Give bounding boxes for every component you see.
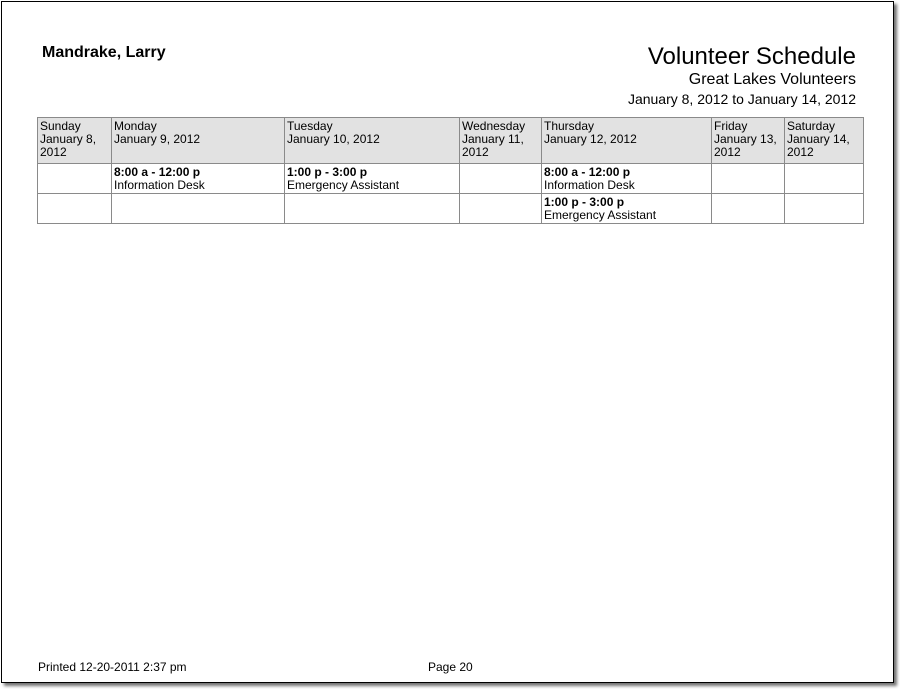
schedule-table bbox=[37, 117, 864, 224]
schedule-cell-thursday bbox=[542, 194, 712, 224]
schedule-cell-wednesday bbox=[460, 194, 542, 224]
shift-time: 8:00 a - 12:00 p bbox=[114, 165, 201, 179]
schedule-cell-saturday bbox=[785, 194, 864, 224]
shift-time: 1:00 p - 3:00 p bbox=[287, 165, 368, 179]
report-title: Volunteer Schedule bbox=[647, 43, 856, 70]
shift-role: Information Desk bbox=[544, 178, 635, 192]
day-header-thursday: Thursday January 12, 2012 bbox=[542, 118, 712, 164]
schedule-cell-wednesday bbox=[460, 164, 542, 194]
shift-time: 8:00 a - 12:00 p bbox=[544, 165, 631, 179]
day-header-sunday: Sunday January 8, 2012 bbox=[38, 118, 112, 164]
shift-role: Information Desk bbox=[114, 178, 205, 192]
schedule-cell-friday bbox=[712, 194, 785, 224]
day-header-wednesday: Wednesday January 11, 2012 bbox=[460, 118, 542, 164]
schedule-cell-thursday bbox=[542, 164, 712, 194]
shift-time: 1:00 p - 3:00 p bbox=[544, 195, 625, 209]
report-title-block bbox=[628, 44, 856, 108]
schedule-cell-sunday bbox=[38, 194, 112, 224]
schedule-cell-sunday bbox=[38, 164, 112, 194]
schedule-cell-friday bbox=[712, 164, 785, 194]
printed-timestamp: Printed 12-20-2011 2:37 pm bbox=[38, 660, 187, 674]
schedule-row bbox=[38, 194, 864, 224]
day-header-monday: Monday January 9, 2012 bbox=[112, 118, 285, 164]
shift-role: Emergency Assistant bbox=[544, 208, 657, 222]
schedule-cell-tuesday bbox=[285, 164, 460, 194]
day-header-friday: Friday January 13, 2012 bbox=[712, 118, 785, 164]
day-header-saturday: Saturday January 14, 2012 bbox=[785, 118, 864, 164]
schedule-header-row bbox=[38, 118, 864, 164]
schedule-cell-tuesday bbox=[285, 194, 460, 224]
page-number: Page 20 bbox=[428, 660, 473, 674]
shift-role: Emergency Assistant bbox=[287, 178, 400, 192]
schedule-cell-monday bbox=[112, 164, 285, 194]
schedule-cell-saturday bbox=[785, 164, 864, 194]
day-header-tuesday: Tuesday January 10, 2012 bbox=[285, 118, 460, 164]
schedule-row bbox=[38, 164, 864, 194]
date-range: January 8, 2012 to January 14, 2012 bbox=[627, 91, 856, 107]
volunteer-name: Mandrake, Larry bbox=[42, 44, 166, 61]
report-page bbox=[1, 1, 894, 683]
schedule-cell-monday bbox=[112, 194, 285, 224]
organization-name: Great Lakes Volunteers bbox=[688, 71, 856, 88]
